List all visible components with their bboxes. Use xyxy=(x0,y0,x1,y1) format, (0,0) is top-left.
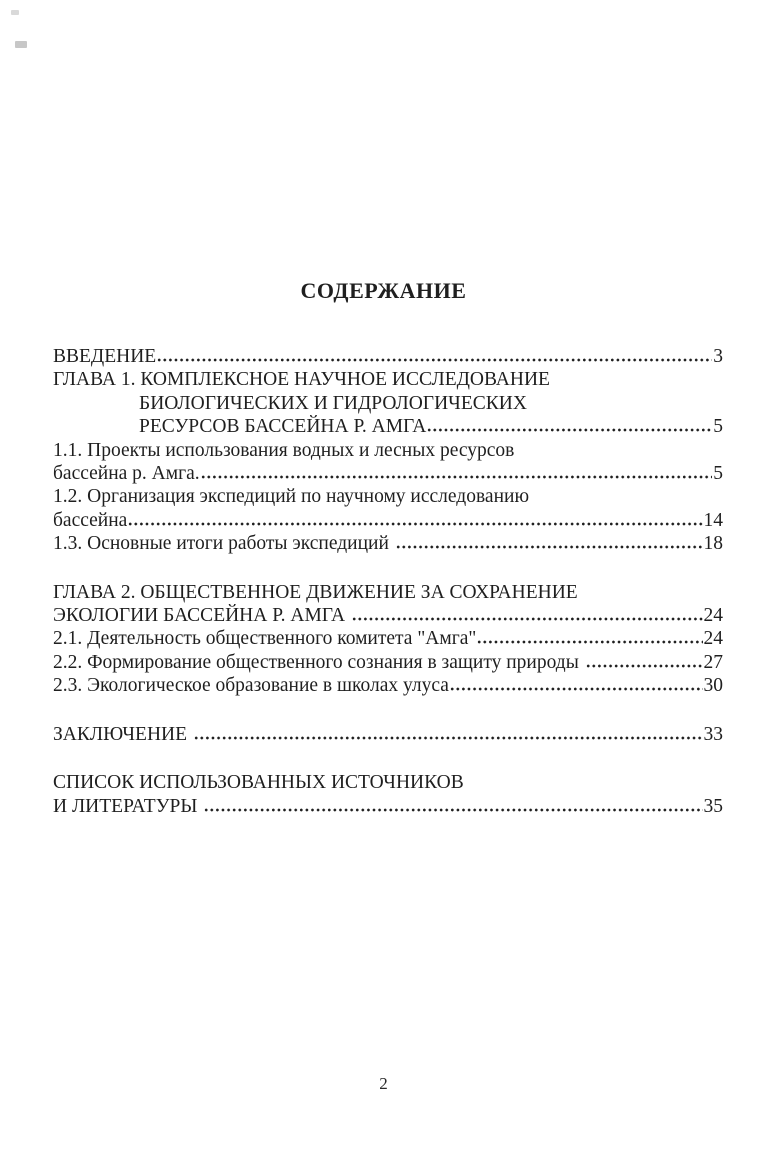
toc-entry-page-number: 5 xyxy=(713,463,723,485)
toc-line-text: бассейна xyxy=(53,509,128,531)
toc-line xyxy=(53,439,723,462)
toc-line-text: БИОЛОГИЧЕСКИХ И ГИДРОЛОГИЧЕСКИХ xyxy=(139,392,527,414)
page-title: СОДЕРЖАНИЕ xyxy=(300,278,467,303)
toc-line-text: ЗАКЛЮЧЕНИЕ xyxy=(53,723,188,745)
toc-line-text: РЕСУРСОВ БАССЕЙНА Р. АМГА xyxy=(139,416,427,438)
toc-line xyxy=(53,509,723,532)
dot-leader xyxy=(128,522,702,526)
toc-entry xyxy=(53,674,723,697)
toc-line-text: 2.1. Деятельность общественного комитета "Амга" xyxy=(53,628,477,650)
toc-line-text: ГЛАВА 1. КОМПЛЕКСНОЕ НАУЧНОЕ ИССЛЕДОВАНИЕ xyxy=(53,369,550,391)
table-of-contents xyxy=(53,345,723,818)
toc-line xyxy=(53,795,723,818)
toc-entry-page-number: 35 xyxy=(703,795,723,817)
toc-entry-page-number: 18 xyxy=(703,533,723,555)
toc-line xyxy=(53,368,723,391)
dot-leader xyxy=(352,617,702,621)
scan-artifact-mark xyxy=(11,10,19,15)
toc-line xyxy=(53,627,723,650)
dot-leader xyxy=(157,358,712,362)
toc-entry xyxy=(53,581,723,628)
toc-line-text: 2.3. Экологическое образование в школах улуса xyxy=(53,675,449,697)
toc-entry xyxy=(53,627,723,650)
toc-line xyxy=(53,392,723,415)
toc-line-text: И ЛИТЕРАТУРЫ xyxy=(53,795,198,817)
toc-entry-page-number: 5 xyxy=(713,416,723,438)
toc-line xyxy=(53,674,723,697)
toc-entry xyxy=(53,368,723,438)
toc-entry xyxy=(53,771,723,818)
toc-entry-page-number: 24 xyxy=(703,605,723,627)
toc-line xyxy=(53,651,723,674)
dot-leader xyxy=(477,640,702,644)
toc-line xyxy=(53,345,723,368)
toc-entry xyxy=(53,485,723,532)
toc-entry-page-number: 14 xyxy=(703,509,723,531)
dot-leader xyxy=(450,687,703,691)
toc-line-text: бассейна р. Амга. xyxy=(53,463,200,485)
toc-line xyxy=(53,462,723,485)
toc-line-text: ГЛАВА 2. ОБЩЕСТВЕННОЕ ДВИЖЕНИЕ ЗА СОХРАНЕНИЕ xyxy=(53,581,578,603)
toc-line xyxy=(53,581,723,604)
toc-entry-page-number: 3 xyxy=(713,346,723,367)
toc-line xyxy=(53,532,723,555)
toc-entry xyxy=(53,651,723,674)
toc-entry-page-number: 30 xyxy=(703,675,723,697)
toc-line xyxy=(53,604,723,627)
toc-entry xyxy=(53,439,723,486)
toc-line xyxy=(53,485,723,508)
toc-line xyxy=(53,415,723,438)
toc-line xyxy=(53,723,723,746)
toc-line xyxy=(53,771,723,794)
toc-entry xyxy=(53,345,723,368)
toc-line-text: 1.1. Проекты использования водных и лесных ресурсов xyxy=(53,439,515,461)
dot-leader xyxy=(194,736,702,740)
dot-leader xyxy=(201,475,713,479)
page-number: 2 xyxy=(379,1074,388,1093)
toc-line-text: 2.2. Формирование общественного сознания в защиту природы xyxy=(53,651,579,673)
scan-artifact-mark xyxy=(15,41,27,48)
toc-line-text: ВВЕДЕНИЕ xyxy=(53,346,157,367)
toc-entry xyxy=(53,723,723,746)
toc-line-text: 1.2. Организация экспедиций по научному исследованию xyxy=(53,486,530,508)
toc-entry-page-number: 33 xyxy=(703,723,723,745)
toc-entry-page-number: 24 xyxy=(703,628,723,650)
toc-line-text: 1.3. Основные итоги работы экспедиций xyxy=(53,533,389,555)
toc-line-text: ЭКОЛОГИИ БАССЕЙНА Р. АМГА xyxy=(53,605,346,627)
toc-line-text: СПИСОК ИСПОЛЬЗОВАННЫХ ИСТОЧНИКОВ xyxy=(53,772,464,794)
dot-leader xyxy=(427,428,712,432)
dot-leader xyxy=(204,808,702,812)
dot-leader xyxy=(586,664,703,668)
toc-entry xyxy=(53,532,723,555)
dot-leader xyxy=(396,545,703,549)
toc-entry-page-number: 27 xyxy=(703,651,723,673)
